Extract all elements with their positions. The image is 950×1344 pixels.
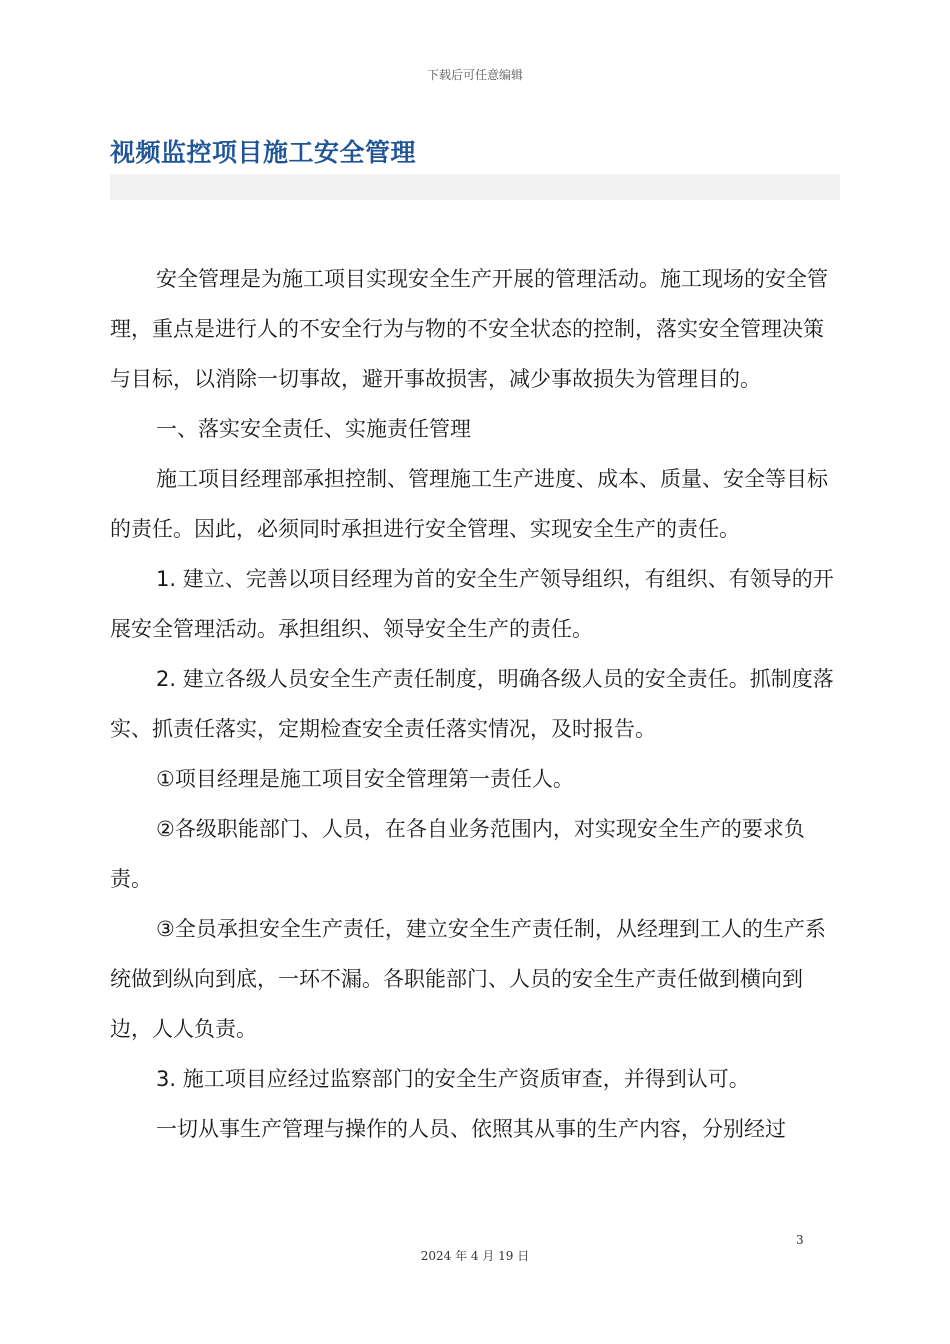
document-title: 视频监控项目施工安全管理 [110, 138, 417, 167]
sub-list-item: ②各级职能部门、人员，在各自业务范围内，对实现安全生产的要求负责。 [110, 817, 805, 891]
list-item: 1. 建立、完善以项目经理为首的安全生产领导组织，有组织、有领导的开展安全管理活动。承担组织、领导安全生产的责任。 [110, 567, 834, 641]
paragraph: 安全管理是为施工项目实现安全生产开展的管理活动。施工现场的安全管理，重点是进行人的不安全行为与物的不安全状态的控制，落实安全管理决策与目标，以消除一切事故，避开事故损害，减少事故损失为管理目的。 [110, 267, 828, 391]
list-item: 3. 施工项目应经过监察部门的安全生产资质审查，并得到认可。 [156, 1067, 750, 1091]
sub-list-item: ①项目经理是施工项目安全管理第一责任人。 [156, 767, 574, 791]
section-heading: 一、落实安全责任、实施责任管理 [156, 417, 471, 441]
document-body [110, 254, 840, 1154]
paragraph: 施工项目经理部承担控制、管理施工生产进度、成本、质量、安全等目标的责任。因此，必须同时承担进行安全管理、实现安全生产的责任。 [110, 467, 828, 541]
title-underline-bar [110, 174, 840, 200]
list-item: 2. 建立各级人员安全生产责任制度，明确各级人员的安全责任。抓制度落实、抓责任落实，定期检查安全责任落实情况，及时报告。 [110, 667, 834, 741]
page-number: 3 [796, 1233, 804, 1247]
sub-list-item: ③全员承担安全生产责任，建立安全生产责任制，从经理到工人的生产系统做到纵向到底，一环不漏。各职能部门、人员的安全生产责任做到横向到边，人人负责。 [110, 917, 826, 1041]
paragraph: 一切从事生产管理与操作的人员、依照其从事的生产内容，分别经过 [156, 1117, 786, 1141]
header-note: 下载后可任意编辑 [426, 68, 523, 82]
footer-date: 2024 年 4 月 19 日 [420, 1249, 530, 1263]
